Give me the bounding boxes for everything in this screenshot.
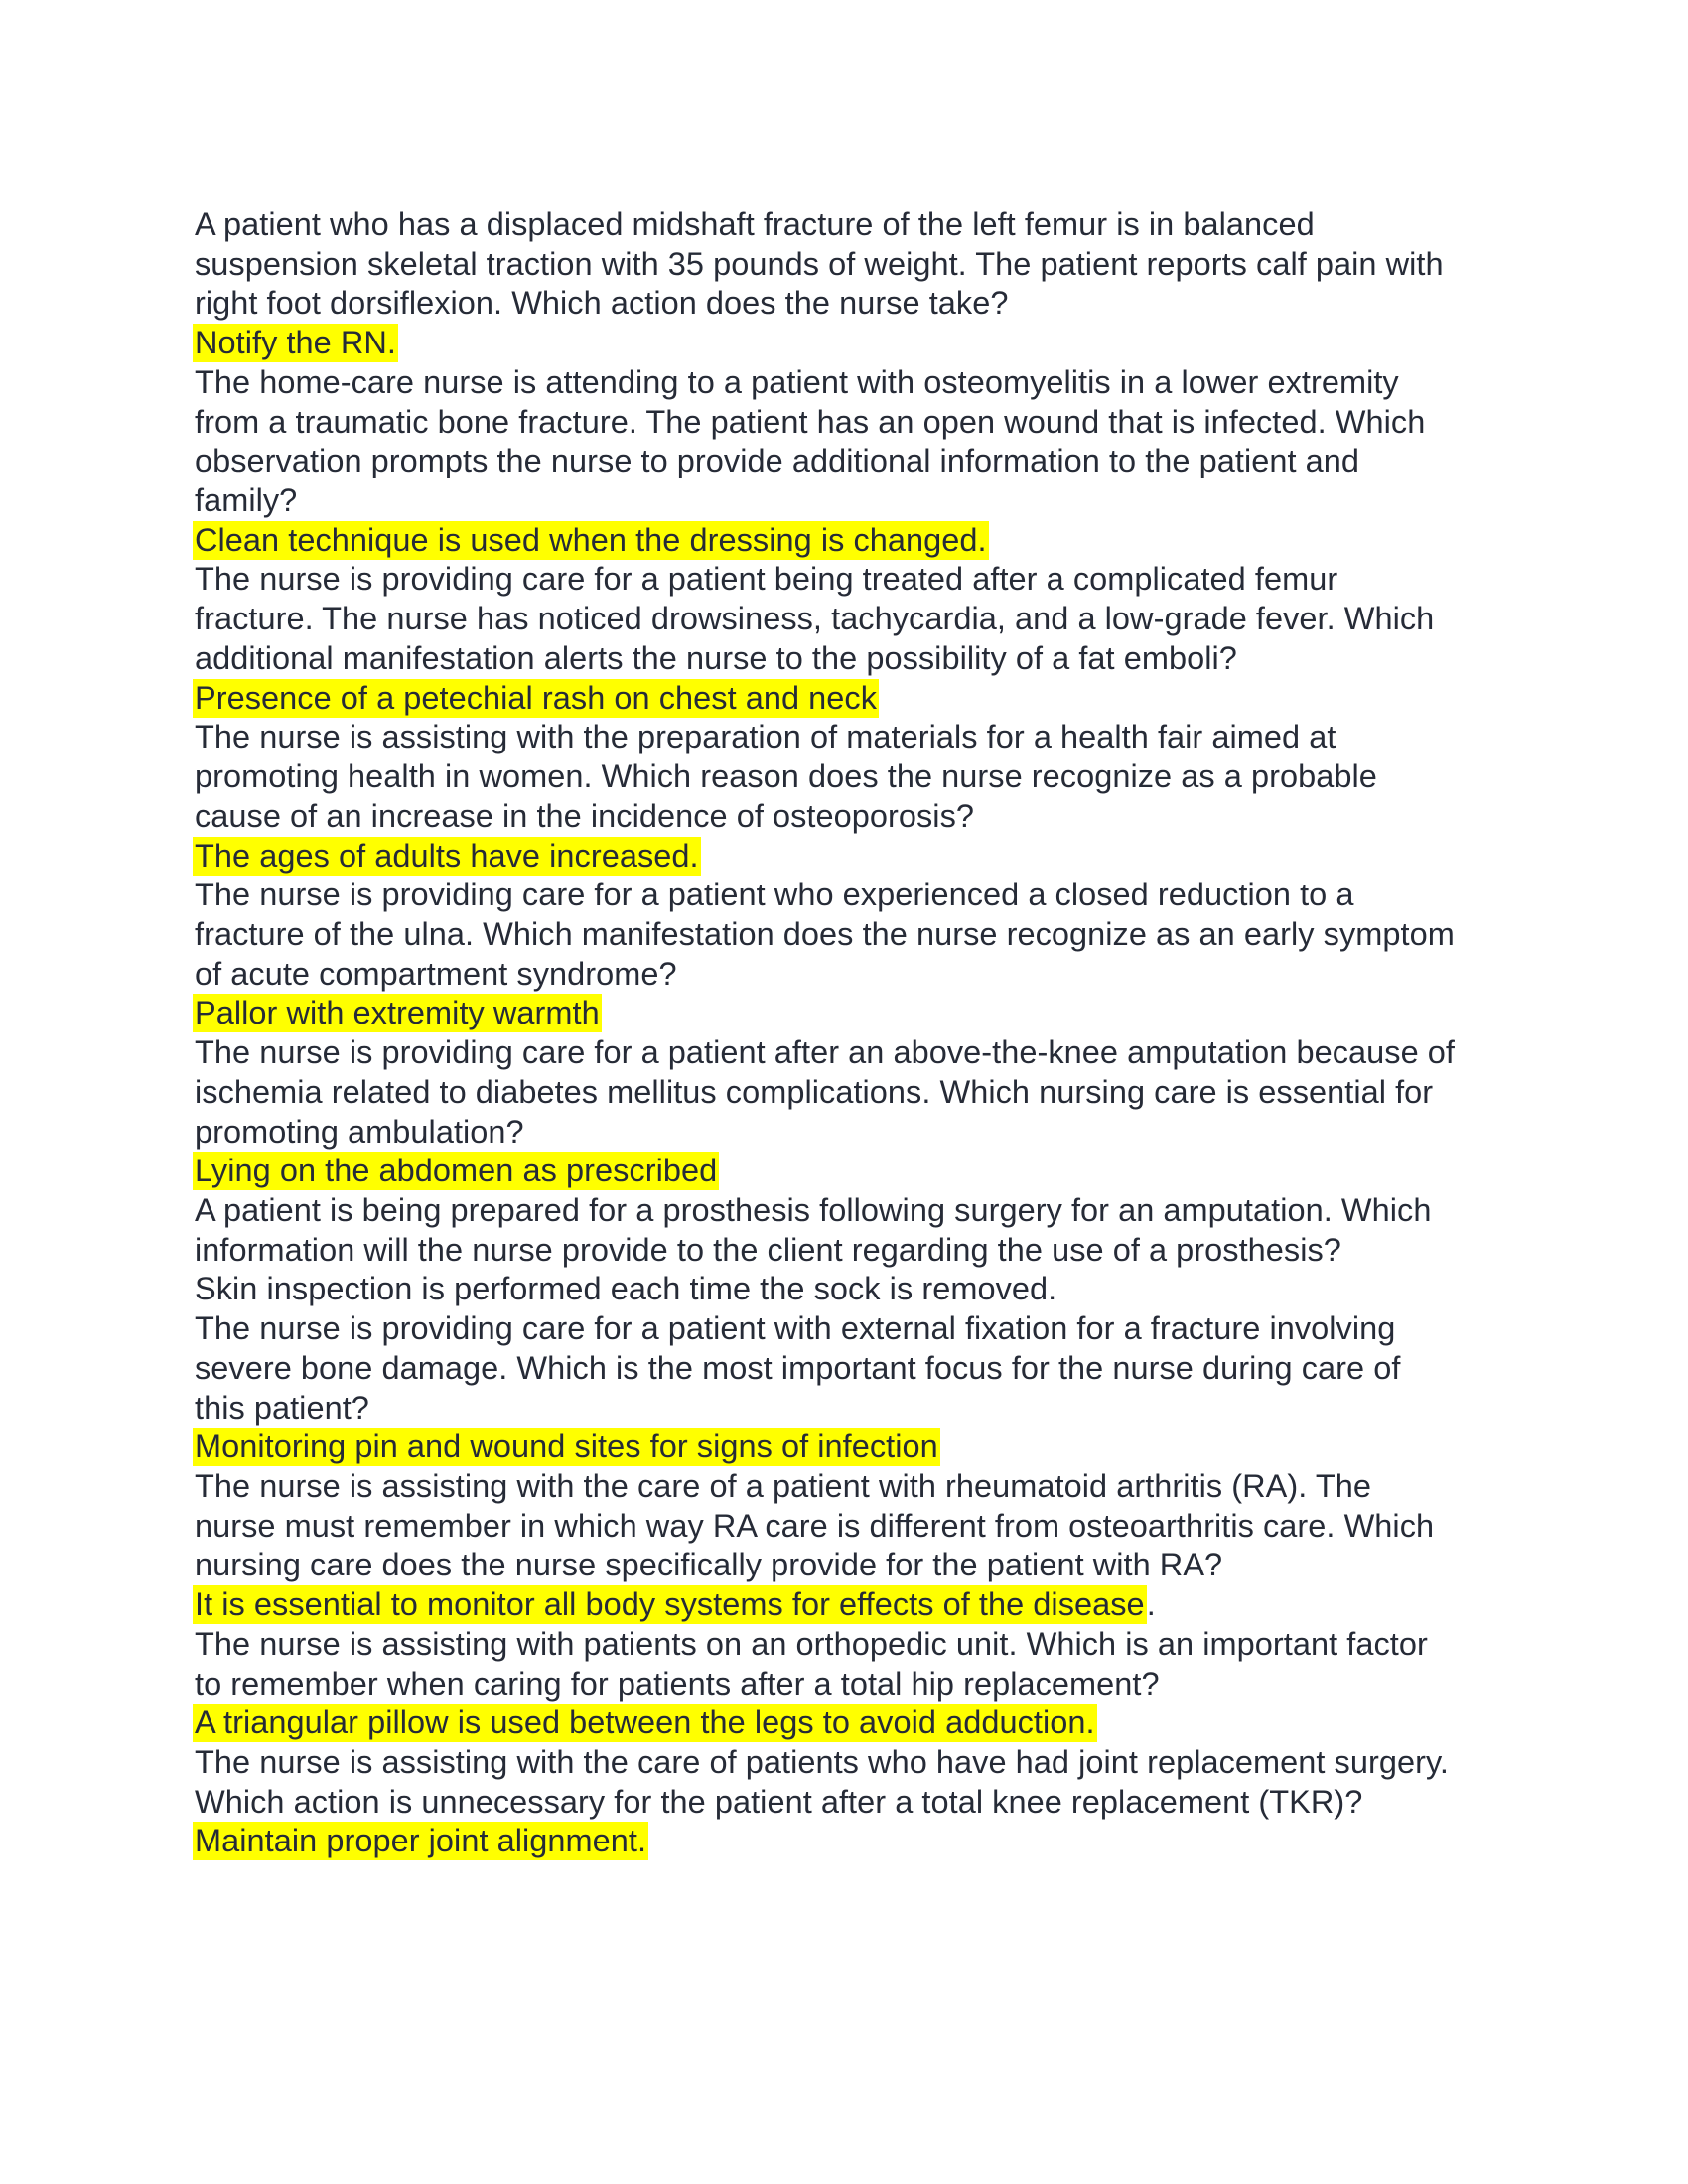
question-line: The nurse is assisting with the preparation of materials for a health fair aimed at: [195, 719, 1336, 755]
answer-line: [195, 1428, 1515, 1467]
answer-line: [195, 837, 1515, 877]
question-line: The home-care nurse is attending to a patient with osteomyelitis in a lower extremity: [195, 363, 1399, 400]
highlighted-answer: Clean technique is used when the dressing is changed.: [195, 521, 987, 558]
question-line: fracture. The nurse has noticed drowsiness, tachycardia, and a low-grade fever. Which: [195, 601, 1435, 637]
answer-line: [195, 679, 1515, 719]
question-line: observation prompts the nurse to provide additional information to the patient and: [195, 443, 1360, 479]
qa-item: [195, 1033, 1515, 1191]
question-line: severe bone damage. Which is the most important focus for the nurse during care of: [195, 1349, 1401, 1386]
qa-item: [195, 718, 1515, 876]
question-line: promoting health in women. Which reason does the nurse recognize as a probable: [195, 758, 1377, 795]
question-line: family?: [195, 482, 298, 519]
question-line: The nurse is providing care for a patient after an above-the-knee amputation because of: [195, 1034, 1456, 1071]
question-line: promoting ambulation?: [195, 1113, 524, 1150]
question-line: Which action is unnecessary for the patient after a total knee replacement (TKR)?: [195, 1783, 1363, 1820]
highlighted-answer: It is essential to monitor all body systems for effects of the disease: [195, 1586, 1145, 1623]
highlighted-answer: Presence of a petechial rash on chest and neck: [195, 679, 878, 716]
question-line: A patient who has a displaced midshaft fracture of the left femur is in balanced: [195, 206, 1315, 242]
qa-item: [195, 1309, 1515, 1467]
highlighted-answer: A triangular pillow is used between the legs to avoid adduction.: [195, 1705, 1095, 1741]
plain-answer: Skin inspection is performed each time the sock is removed.: [195, 1271, 1057, 1307]
highlighted-answer: Notify the RN.: [195, 325, 396, 361]
question-line: cause of an increase in the incidence of osteoporosis?: [195, 797, 975, 834]
question-line: The nurse is assisting with the care of patients who have had joint replacement surgery.: [195, 1744, 1449, 1781]
highlighted-answer: Lying on the abdomen as prescribed: [195, 1153, 718, 1189]
question-line: from a traumatic bone fracture. The patient has an open wound that is infected. Which: [195, 403, 1426, 440]
qa-item: [195, 560, 1515, 718]
qa-item: [195, 205, 1515, 363]
qa-item: [195, 1625, 1515, 1743]
qa-item: [195, 1191, 1515, 1309]
answer-line: [195, 1704, 1515, 1743]
question-line: this patient?: [195, 1389, 369, 1426]
answer-line: [195, 1270, 1515, 1309]
question-line: The nurse is providing care for a patient with external fixation for a fracture involving: [195, 1310, 1396, 1347]
answer-line: [195, 324, 1515, 363]
question-line: The nurse is providing care for a patient who experienced a closed reduction to a: [195, 877, 1354, 913]
highlighted-answer: Monitoring pin and wound sites for signs of infection: [195, 1429, 938, 1465]
question-line: A patient is being prepared for a prosthesis following surgery for an amputation. Which: [195, 1191, 1432, 1228]
answer-line: [195, 521, 1515, 561]
answer-line: [195, 1152, 1515, 1191]
question-line: The nurse is assisting with the care of a patient with rheumatoid arthritis (RA). The: [195, 1468, 1372, 1504]
answer-line: [195, 1822, 1515, 1861]
qa-item: [195, 1467, 1515, 1625]
answer-suffix: .: [1146, 1586, 1156, 1623]
highlighted-answer: The ages of adults have increased.: [195, 837, 699, 874]
qa-item: [195, 1743, 1515, 1861]
question-line: nursing care does the nurse specifically provide for the patient with RA?: [195, 1547, 1223, 1583]
qa-item: [195, 363, 1515, 561]
question-line: information will the nurse provide to the client regarding the use of a prosthesis?: [195, 1231, 1341, 1268]
question-line: The nurse is providing care for a patient being treated after a complicated femur: [195, 561, 1338, 598]
question-line: The nurse is assisting with patients on an orthopedic unit. Which is an important factor: [195, 1625, 1428, 1662]
qa-item: [195, 876, 1515, 1033]
question-line: fracture of the ulna. Which manifestation does the nurse recognize as an early symptom: [195, 915, 1455, 952]
document-page: [195, 205, 1515, 1861]
highlighted-answer: Pallor with extremity warmth: [195, 995, 600, 1031]
question-line: nurse must remember in which way RA care is different from osteoarthritis care. Which: [195, 1507, 1435, 1544]
question-line: suspension skeletal traction with 35 pounds of weight. The patient reports calf pain with: [195, 245, 1444, 282]
question-line: to remember when caring for patients after a total hip replacement?: [195, 1665, 1160, 1702]
question-line: ischemia related to diabetes mellitus complications. Which nursing care is essential for: [195, 1073, 1434, 1110]
question-line: right foot dorsiflexion. Which action does the nurse take?: [195, 285, 1009, 322]
question-line: of acute compartment syndrome?: [195, 955, 677, 992]
answer-line: [195, 1585, 1515, 1625]
question-line: additional manifestation alerts the nurse to the possibility of a fat emboli?: [195, 639, 1237, 676]
highlighted-answer: Maintain proper joint alignment.: [195, 1823, 647, 1859]
answer-line: [195, 994, 1515, 1033]
